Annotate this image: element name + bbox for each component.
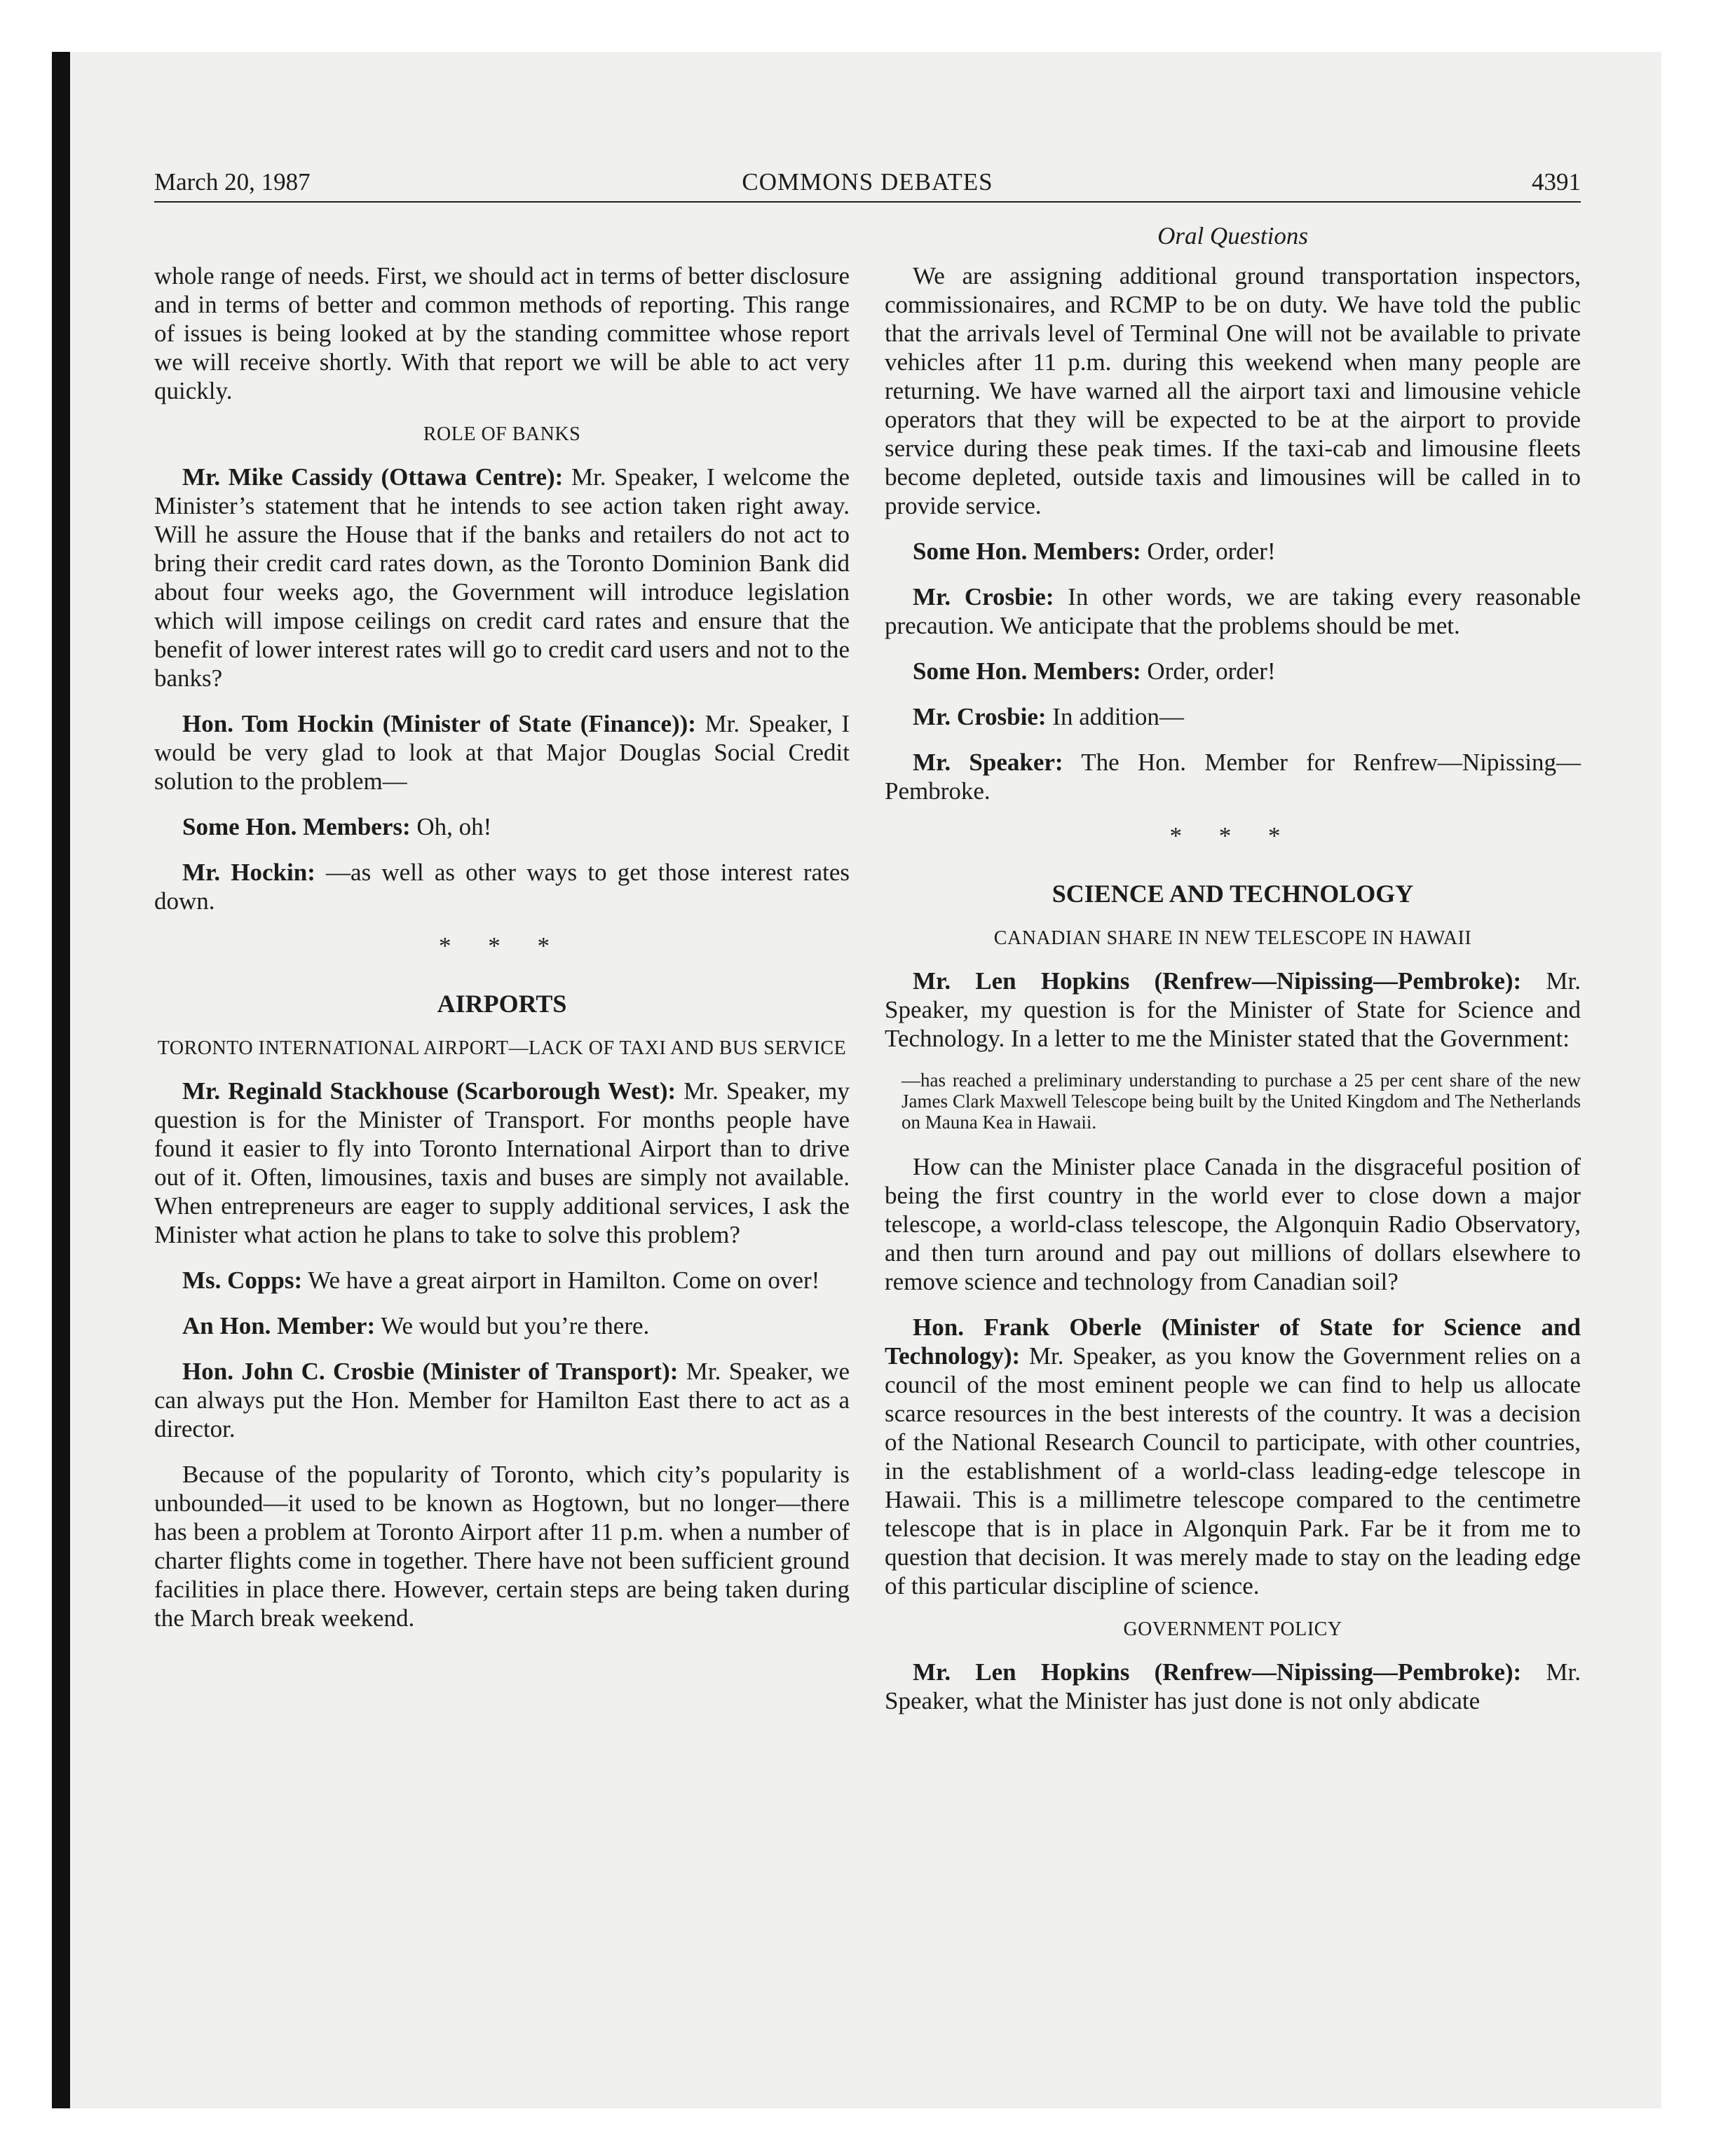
speech-text: Mr. Speaker, my question is for the Minister of Transport. For months people have found it easier to fly into Toronto International Airport than to drive out of it. Often, limousines, taxis and buses are simply not available. When entrepreneurs are eager to supply additional services, I ask the Minister what action he plans to take to solve this problem? xyxy=(154,1077,850,1248)
section-separator: * * * xyxy=(1169,822,1296,850)
speaker-name: Mr. Len Hopkins (Renfrew—Nipissing—Pembroke): xyxy=(913,967,1522,995)
subheading-role-of-banks: ROLE OF BANKS xyxy=(423,423,581,445)
speaker-name: Mr. Crosbie: xyxy=(913,583,1054,610)
speaker-name: An Hon. Member: xyxy=(182,1312,376,1339)
left-column xyxy=(154,261,850,1649)
header-date: March 20, 1987 xyxy=(154,168,311,196)
speaker-name: Some Hon. Members: xyxy=(913,538,1141,565)
page-header xyxy=(154,165,1581,202)
speaker-name: Mr. Hockin: xyxy=(182,859,315,886)
speech-text: We would but you’re there. xyxy=(381,1312,650,1339)
speech-speaker xyxy=(885,748,1581,805)
paragraph: We are assigning additional ground transportation inspectors, commissionaires, and RCMP to be on duty. We have told the public that the arrivals level of Terminal One will not be available to private vehicles after 11 p.m. during this weekend when many people are returning. We have warned all the airport taxi and limousine vehicle operators that they will be expected to be at the airport to provide service during these peak times. If the taxi-cab and limousine fleets become depleted, outside taxis and limousines will be called in to provide service. xyxy=(885,262,1581,519)
speech-text: Mr. Speaker, as you know the Government relies on a council of the most eminent people we can find to help us allocate scarce resources in the best interests of the country. It was a decision of the National Research Council to participate, with other countries, in the establishment of a world-class leading-edge telescope in Hawaii. This is a millimetre telescope compared to the centimetre telescope that is in place in Algonquin Park. Far be it from me to question that decision. It was merely made to stay on the leading edge of this particular discipline of science. xyxy=(885,1342,1581,1599)
paragraph: Because of the popularity of Toronto, which city’s popularity is unbounded—it used to be known as Hogtown, but no longer—there has been a problem at Toronto Airport after 11 p.m. when a number of charter flights come in together. There have not been sufficient ground facilities in place there. However, certain steps are being taken during the March break weekend. xyxy=(154,1461,850,1632)
speech-hopkins xyxy=(885,1658,1581,1715)
subheading-government-policy: GOVERNMENT POLICY xyxy=(1123,1618,1342,1640)
speaker-name: Mr. Speaker: xyxy=(913,749,1063,776)
speech-hopkins xyxy=(885,967,1581,1053)
header-page-number: 4391 xyxy=(1532,168,1581,196)
speech-hon-member xyxy=(154,1311,850,1340)
subheading-telescope: CANADIAN SHARE IN NEW TELESCOPE IN HAWAII xyxy=(993,927,1472,949)
speech-text: Oh, oh! xyxy=(416,813,492,840)
speech-text: Order, order! xyxy=(1147,538,1276,565)
subheading-toronto-airport: TORONTO INTERNATIONAL AIRPORT—LACK OF TAXI AND BUS SERVICE xyxy=(157,1037,847,1059)
section-separator: * * * xyxy=(439,932,565,960)
speaker-name: Mr. Mike Cassidy (Ottawa Centre): xyxy=(182,463,564,491)
speech-stackhouse xyxy=(154,1077,850,1249)
quoted-letter: —has reached a preliminary understanding to purchase a 25 per cent share of the new James Clark Maxwell Telescope being built by the United Kingdom and The Netherlands on Mauna Kea in Hawaii. xyxy=(901,1070,1581,1133)
speech-text: —as well as other ways to get those interest rates down. xyxy=(154,859,850,915)
speech-text: Mr. Speaker, I would be very glad to look at that Major Douglas Social Credit solution to the problem— xyxy=(154,710,850,795)
running-section-label: Oral Questions xyxy=(1157,222,1308,250)
speech-cassidy xyxy=(154,463,850,692)
heading-airports: AIRPORTS xyxy=(437,990,567,1018)
speaker-name: Hon. Tom Hockin (Minister of State (Finance)): xyxy=(182,710,696,737)
right-column xyxy=(885,261,1581,1732)
scan-edge-shadow xyxy=(52,52,70,2108)
speaker-name: Mr. Reginald Stackhouse (Scarborough West): xyxy=(182,1077,676,1105)
speaker-name: Hon. John C. Crosbie (Minister of Transport): xyxy=(182,1358,679,1385)
speaker-name: Hon. Frank Oberle (Minister of State for Science and Technology): xyxy=(885,1314,1581,1370)
speaker-name: Mr. Len Hopkins (Renfrew—Nipissing—Pembroke): xyxy=(913,1658,1522,1686)
speech-copps xyxy=(154,1266,850,1295)
speech-crosbie xyxy=(885,582,1581,640)
speech-text: Mr. Speaker, we can always put the Hon. Member for Hamilton East there to act as a director. xyxy=(154,1358,850,1442)
speech-text: We have a great airport in Hamilton. Come on over! xyxy=(308,1267,820,1294)
speech-crosbie xyxy=(885,702,1581,731)
speech-text: The Hon. Member for Renfrew—Nipissing—Pembroke. xyxy=(885,749,1581,805)
paragraph: whole range of needs. First, we should act in terms of better disclosure and in terms of better and common methods of reporting. This range of issues is being looked at by the standing committee whose report we will receive shortly. With that report we will be able to act very quickly. xyxy=(154,262,850,404)
speech-crosbie xyxy=(154,1357,850,1443)
heading-science-and-technology: SCIENCE AND TECHNOLOGY xyxy=(1052,880,1414,908)
speech-members xyxy=(885,657,1581,685)
speech-text: In addition— xyxy=(1052,703,1184,730)
speech-text: Order, order! xyxy=(1147,657,1276,685)
speech-text: In other words, we are taking every reasonable precaution. We anticipate that the problems should be met. xyxy=(885,583,1581,639)
paragraph: How can the Minister place Canada in the disgraceful position of being the first country in the world ever to close down a major telescope, a world-class telescope, the Algonquin Radio Observatory, and then turn around and pay out millions of dollars elsewhere to remove science and technology from Canadian soil? xyxy=(885,1153,1581,1295)
speaker-name: Ms. Copps: xyxy=(182,1267,303,1294)
speech-hockin-continued xyxy=(154,858,850,915)
speaker-name: Some Hon. Members: xyxy=(913,657,1141,685)
header-journal-title: COMMONS DEBATES xyxy=(742,168,993,196)
speech-hockin xyxy=(154,709,850,796)
speaker-name: Mr. Crosbie: xyxy=(913,703,1047,730)
speech-text: Mr. Speaker, my question is for the Minister of State for Science and Technology. In a letter to me the Minister stated that the Government: xyxy=(885,967,1581,1052)
speech-members xyxy=(885,537,1581,566)
header-rule xyxy=(154,201,1581,203)
speech-members xyxy=(154,812,850,841)
speech-text: Mr. Speaker, I welcome the Minister’s statement that he intends to see action taken right away. Will he assure the House that if the banks and retailers do not act to bring their credit card rates down, as the Toronto Dominion Bank did about four weeks ago, the Government will introduce legislation which will impose ceilings on credit card rates and ensure that the benefit of lower interest rates will go to credit card users and not to the banks? xyxy=(154,463,850,692)
speech-oberle xyxy=(885,1313,1581,1600)
speech-text: Mr. Speaker, what the Minister has just done is not only abdicate xyxy=(885,1658,1581,1714)
speaker-name: Some Hon. Members: xyxy=(182,813,411,840)
